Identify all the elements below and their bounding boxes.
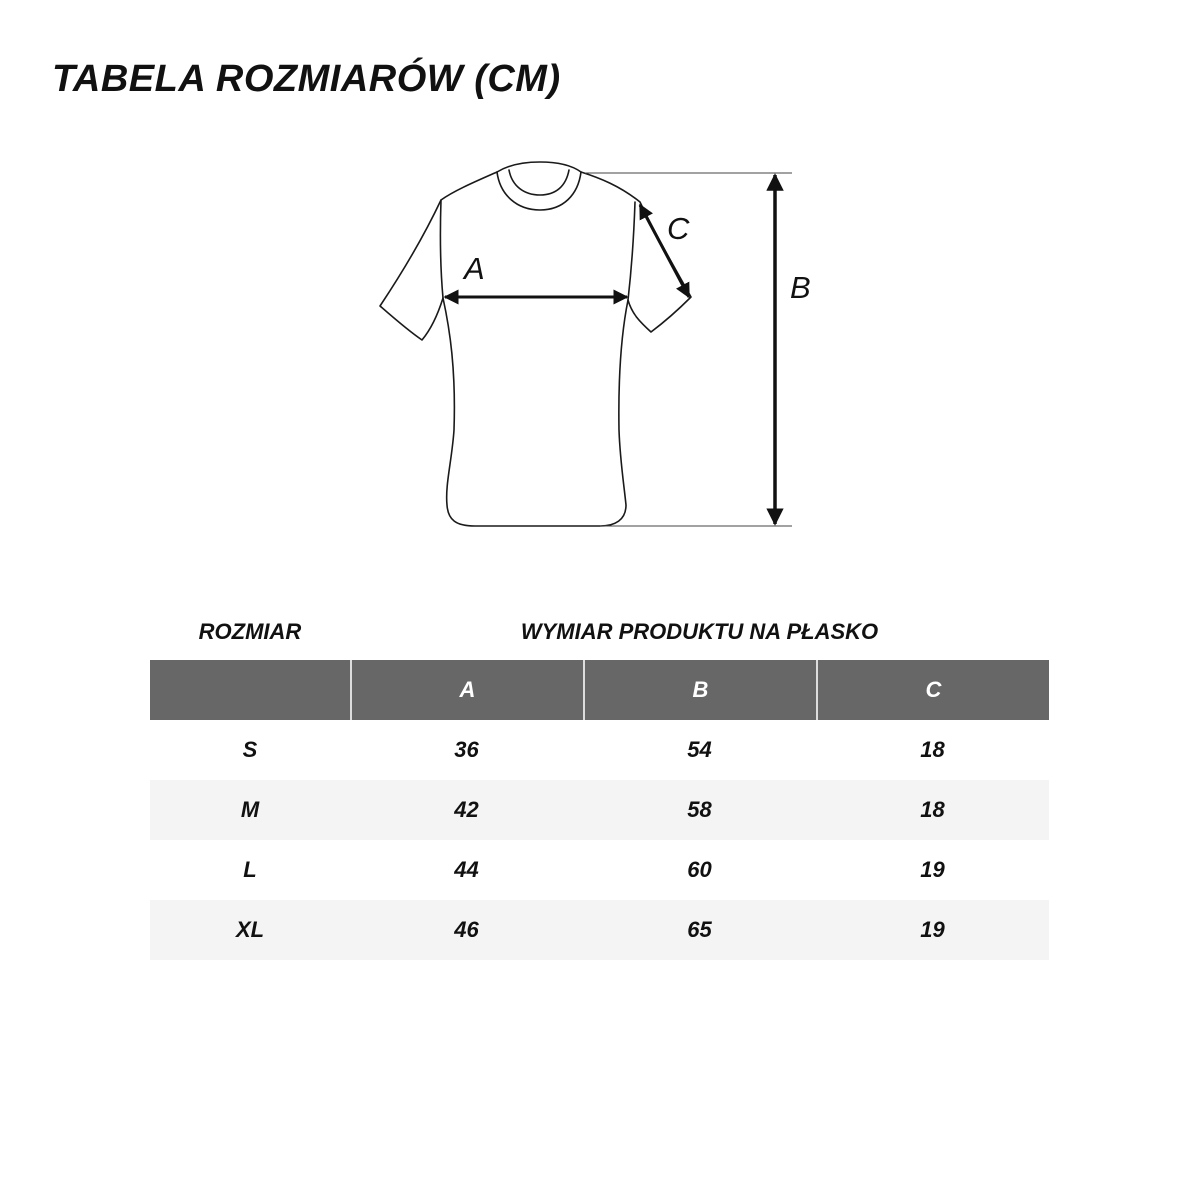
size-table [150,660,1049,960]
dimensions-title: WYMIAR PRODUKTU NA PŁASKO [520,619,879,644]
tshirt-outline [380,162,691,526]
a-value-cell: 36 [454,737,479,762]
size-column-title: ROZMIAR [198,619,302,644]
b-value-cell: 65 [687,917,712,942]
table-row [150,900,1049,960]
a-value-cell: 46 [454,917,479,942]
b-value-cell: 54 [687,737,712,762]
c-value-cell: 18 [920,737,945,762]
b-value-cell: 58 [687,797,712,822]
header-cell-size [150,660,350,720]
size-cell: M [240,797,260,822]
c-value-cell: 18 [920,797,945,822]
a-value-cell: 42 [454,797,479,822]
header-cell-b: B [583,660,816,720]
header-cell-c: C [816,660,1049,720]
size-cell: L [243,857,257,882]
c-value-cell: 19 [920,917,945,942]
header-cell-a: A [350,660,583,720]
page-title: TABELA ROZMIARÓW (CM) [52,58,561,100]
table-row [150,840,1049,900]
measure-c-label: C [667,211,690,246]
table-header-row [150,660,1049,720]
size-cell: S [242,737,258,762]
b-value-cell: 60 [687,857,712,882]
measure-a-label: A [464,251,485,286]
table-row [150,720,1049,780]
a-value-cell: 44 [454,857,479,882]
c-value-cell: 19 [920,857,945,882]
table-row [150,780,1049,840]
measure-b-label: B [790,270,811,305]
size-cell: XL [235,917,265,942]
